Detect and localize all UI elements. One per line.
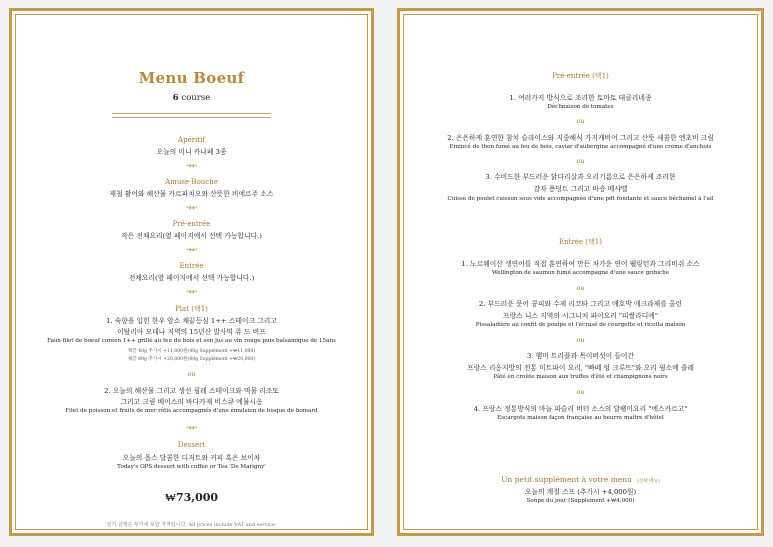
- ent2-ko-line2: 프랑스 니스 지역의 시그니처 파이요리 "피쌀라디에": [503, 312, 658, 320]
- ent2-ko-line1: 2. 부드러운 문어 콩피와 수제 리코타 그리고 애호박 에크라제를 올린: [478, 300, 683, 308]
- supplement-fr: Soupe du jour (Supplement +₩4,000): [526, 498, 635, 504]
- plat-opt2-ko-line2: 그리고 크림 베이스의 바다가재 비스큐 에뮬시옹: [120, 398, 263, 406]
- supplement-ko: 오늘의 계절 스프 (추가시 +4,000원): [524, 488, 637, 496]
- or-separator: ou: [576, 284, 585, 292]
- pre-entree-choice-heading: Pré-entrée (택1): [552, 72, 609, 80]
- plat-opt2-ko-line1: 2. 오늘의 해산물 그리고 생선 필레 스테이크와 먹물 리조또: [104, 387, 279, 395]
- ornament: •◈◈•: [185, 205, 198, 211]
- dessert-fr: Today's OPS dessert with coffee or Tea 'De Marigny': [117, 464, 266, 470]
- plat-opt2-fr: Filet de poisson et fruits de mer rôtis accompagnés d'une émulsion de bisque de homard: [65, 408, 318, 414]
- pre1-ko: 1. 여러가지 방식으로 조리한 토마토 테클리네종: [509, 94, 652, 102]
- plat-opt1-supplement-80g: 채끝 80g 추가시 +20,000원(80g Supplément +₩20,000): [127, 357, 256, 362]
- plat-opt1-ko-line1: 1. 숙향을 입힌 한우 암소 채끝등심 1++ 스테이크 그리고: [106, 317, 277, 325]
- ornament: •◈◈•: [185, 289, 198, 295]
- dessert-ko: 오늘의 옵스 달콤한 디저트와 커피 혹은 보이차: [122, 454, 261, 462]
- dessert-heading: Dessert: [177, 441, 206, 449]
- amuse-heading: Amuse-Bouche: [165, 178, 218, 186]
- course-number: 6: [172, 93, 179, 103]
- or-separator: ou: [576, 157, 585, 165]
- menu-title: Menu Boeuf: [138, 69, 245, 87]
- supplement-heading: [400, 467, 761, 486]
- ornament: •◈◈•: [185, 163, 198, 169]
- ent3-ko-line2: 프랑스 리옹지방의 전통 미트파이 요리, "빠떼 엉 크루뜨"와 오리 꿩소메 즐레: [467, 364, 694, 372]
- plat-opt1-fr: Faux-filet de boeuf coréen 1++ grillé au feu du bois et son jus au vin rouge puis balsamique de 15ans: [47, 338, 336, 344]
- vat-footer-note: 상기 금액은 부가세 포함 가격입니다. All prices include VAT and service.: [106, 522, 277, 528]
- or-separator: ou: [187, 370, 196, 378]
- menu-page-left: [9, 8, 374, 536]
- pre3-ko-line2: 감자 퐁덩트 그리고 바숑 베샤멜: [533, 185, 628, 193]
- plat-heading: Plat (택1): [175, 305, 208, 313]
- pre-entree-heading: Pré-entrée: [172, 220, 211, 228]
- or-separator: ou: [576, 117, 585, 125]
- course-count: [12, 93, 371, 103]
- menu-price: ₩73,000: [164, 491, 219, 504]
- entree-ko: 전채요리(옆 페이지에서 선택 가능합니다.): [128, 274, 255, 282]
- pre3-fr: Cuisse de poulet cuisson sous vide accompagnée d'une pdt fondante et sauce béchamel à l'ail: [447, 196, 714, 202]
- ent4-ko: 4. 프랑스 정통방식의 마늘 파슬리 버터 소스의 달팽이요리 "에스카르고": [473, 405, 688, 413]
- ent2-fr: Pissaladière au confit de poulpe et l'écrasé de courgette et ricotta maison: [475, 322, 686, 328]
- entree-choice-heading: Entrée (택1): [559, 238, 602, 246]
- entree-heading: Entrée: [179, 262, 204, 270]
- supplement-title: Un petit supplément à votre menu: [501, 475, 632, 484]
- aperitif-heading: Apéritif: [178, 136, 205, 144]
- menu-page-right: [397, 8, 764, 536]
- ent3-fr: Pâté en croûte maison aux truffes d'été et champignons noirs: [493, 374, 668, 380]
- title-divider: [112, 113, 271, 118]
- or-separator: ou: [576, 388, 585, 396]
- pre-entree-ko: 작은 전채요리(옆 페이지에서 선택 가능합니다.): [121, 232, 262, 240]
- amuse-ko: 재철 활어와 해산물 카르파치오와 산뜻한 비에르주 소스: [109, 190, 274, 198]
- supplement-tag: (선택 메뉴): [637, 479, 660, 484]
- course-word: course: [181, 93, 211, 103]
- ent1-fr: Wellington de saumon fumé accompagné d'une sauce gribiche: [491, 270, 670, 276]
- aperitif-ko: 오늘의 미니 카나페 3종: [156, 148, 227, 156]
- pre3-ko-line1: 3. 수비드한 부드러운 닭다리살과 오리기름으로 은은하게 조리한: [485, 173, 676, 181]
- plat-opt1-ko-line2: 이탈리아 모데나 지역의 15년산 발사믹 쥬 드 버프: [117, 328, 266, 336]
- ent4-fr: Escargots maison façon française au beurre maître d'hôtel: [497, 415, 664, 421]
- plat-opt1-supplement-40g: 채끝 40g 추가시 +11,000원(40g Supplément +₩11,000): [127, 349, 256, 354]
- pre2-fr: Emincé de thon fumé au feu de bois, caviar d'aubergine accompagné d'une crème d'anchois: [449, 144, 712, 150]
- ornament: •◈◈•: [185, 425, 198, 431]
- ornament: •◈◈•: [185, 247, 198, 253]
- pre2-ko: 2. 은은하게 훈연한 참치 슬라이스와 지중해식 가지캐비어 그리고 산뜻 새콤한 엔초비 크림: [447, 134, 714, 142]
- pre1-fr: Déclinaison de tomates: [547, 104, 614, 110]
- ent1-ko: 1. 노르웨이산 생연어를 직접 훈연하여 만든 차가운 연어 웰링턴과 그리비쉬 소스: [461, 260, 700, 268]
- ent3-ko-line1: 3. 햄머 트러플과 목이버섯이 들어간: [526, 352, 635, 360]
- or-separator: ou: [576, 336, 585, 344]
